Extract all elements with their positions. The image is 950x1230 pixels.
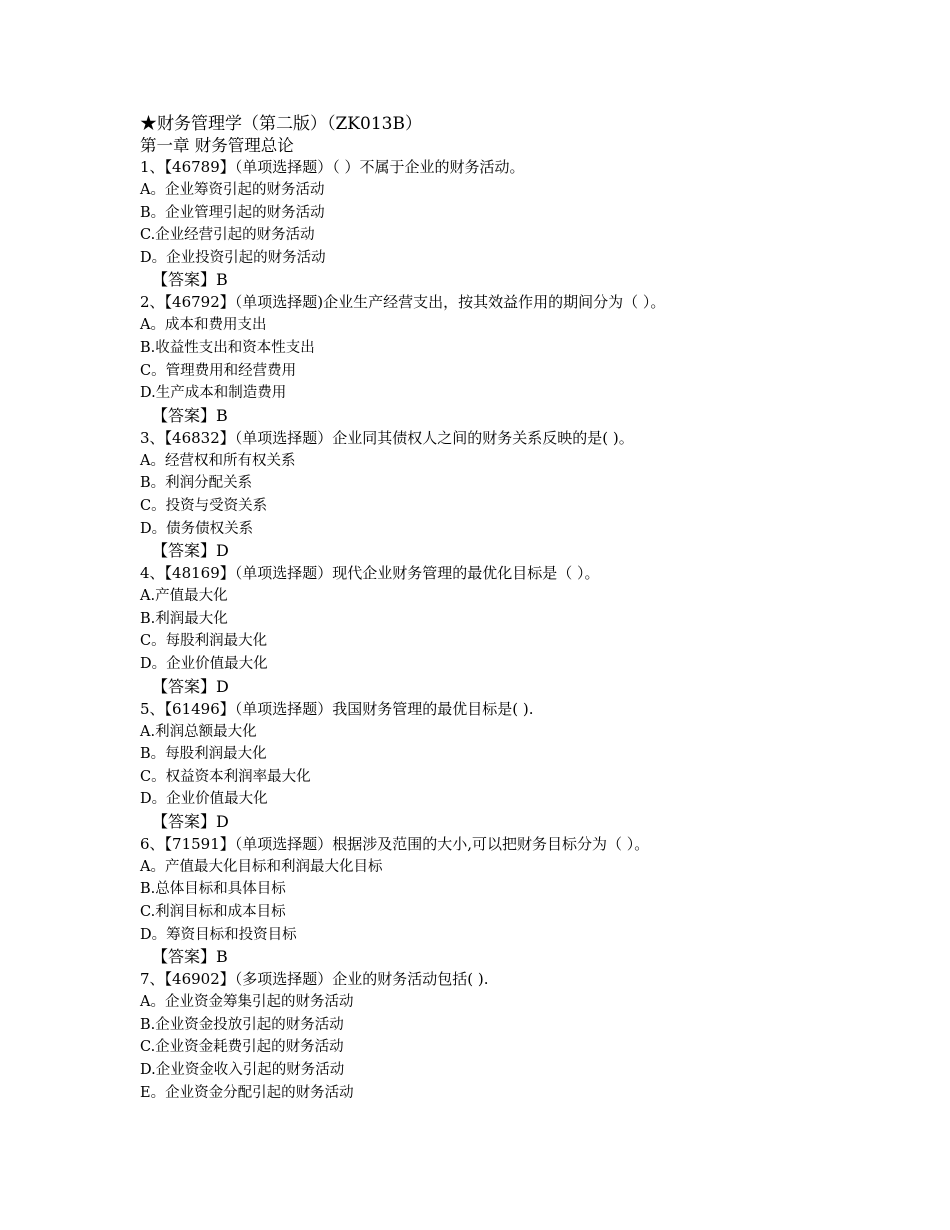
option-e: E。企业资金分配引起的财务活动 bbox=[140, 1084, 354, 1101]
option-b: B.企业资金投放引起的财务活动 bbox=[140, 1016, 344, 1033]
question-block bbox=[140, 156, 900, 291]
option-a: A。企业资金筹集引起的财务活动 bbox=[140, 994, 354, 1011]
question-stem: 2、【46792】（单项选择题)企业生产经营支出，按其效益作用的期间分为（ ）。 bbox=[140, 293, 666, 312]
question-block bbox=[140, 698, 900, 833]
option-a: A.产值最大化 bbox=[140, 588, 228, 605]
option-d: D。企业价值最大化 bbox=[140, 655, 268, 672]
question-stem: 5、【61496】（单项选择题）我国财务管理的最优目标是( ). bbox=[140, 699, 534, 718]
option-c: C.企业经营引起的财务活动 bbox=[140, 227, 315, 244]
option-b: B。利润分配关系 bbox=[140, 475, 253, 492]
option-b: B.收益性支出和资本性支出 bbox=[140, 339, 315, 356]
question-stem: 4、【48169】（单项选择题）现代企业财务管理的最优化目标是（ ）。 bbox=[140, 564, 600, 583]
answer-line: 【答案】D bbox=[152, 811, 229, 831]
option-c: C。投资与受资关系 bbox=[140, 497, 268, 514]
option-d: D。债务债权关系 bbox=[140, 520, 254, 537]
document-title: ★财务管理学（第二版）（ZK013B） bbox=[140, 114, 422, 134]
option-a: A.利润总额最大化 bbox=[140, 723, 257, 740]
option-c: C。权益资本利润率最大化 bbox=[140, 768, 311, 785]
option-c: C。管理费用和经营费用 bbox=[140, 362, 297, 379]
option-d: D.生产成本和制造费用 bbox=[140, 385, 287, 402]
question-block bbox=[140, 968, 900, 1104]
question-stem: 1、【46789】（单项选择题）（ ）不属于企业的财务活动。 bbox=[140, 158, 525, 176]
option-b: B。每股利润最大化 bbox=[140, 746, 267, 763]
option-b: B.总体目标和具体目标 bbox=[140, 881, 286, 898]
option-d: D。企业投资引起的财务活动 bbox=[140, 249, 326, 266]
option-a: A。产值最大化目标和利润最大化目标 bbox=[140, 858, 383, 875]
question-block bbox=[140, 833, 900, 968]
answer-line: 【答案】B bbox=[152, 270, 228, 290]
document-content bbox=[140, 113, 900, 1104]
question-block bbox=[140, 562, 900, 697]
option-a: A。企业筹资引起的财务活动 bbox=[140, 182, 325, 198]
option-c: C.利润目标和成本目标 bbox=[140, 904, 286, 921]
option-d: D。企业价值最大化 bbox=[140, 791, 268, 808]
question-block bbox=[140, 291, 900, 426]
option-b: B.利润最大化 bbox=[140, 610, 228, 627]
option-d: D.企业资金收入引起的财务活动 bbox=[140, 1062, 345, 1079]
chapter-heading: 第一章 财务管理总论 bbox=[140, 136, 294, 155]
question-block bbox=[140, 427, 900, 562]
option-b: B。企业管理引起的财务活动 bbox=[140, 204, 325, 221]
question-stem: 3、【46832】（单项选择题）企业同其债权人之间的财务关系反映的是( )。 bbox=[140, 428, 634, 447]
option-a: A。成本和费用支出 bbox=[140, 317, 267, 334]
option-c: C。每股利润最大化 bbox=[140, 633, 268, 650]
option-a: A。经营权和所有权关系 bbox=[140, 452, 296, 469]
answer-line: 【答案】B bbox=[152, 947, 228, 967]
answer-line: 【答案】B bbox=[152, 405, 228, 425]
answer-line: 【答案】D bbox=[152, 676, 229, 696]
question-stem: 7、【46902】（多项选择题）企业的财务活动包括( ). bbox=[140, 970, 489, 989]
question-stem: 6、【71591】（单项选择题）根据涉及范围的大小,可以把财务目标分为（ ）。 bbox=[140, 834, 650, 853]
option-c: C.企业资金耗费引起的财务活动 bbox=[140, 1039, 344, 1056]
answer-line: 【答案】D bbox=[152, 541, 229, 561]
option-d: D。筹资目标和投资目标 bbox=[140, 926, 297, 943]
